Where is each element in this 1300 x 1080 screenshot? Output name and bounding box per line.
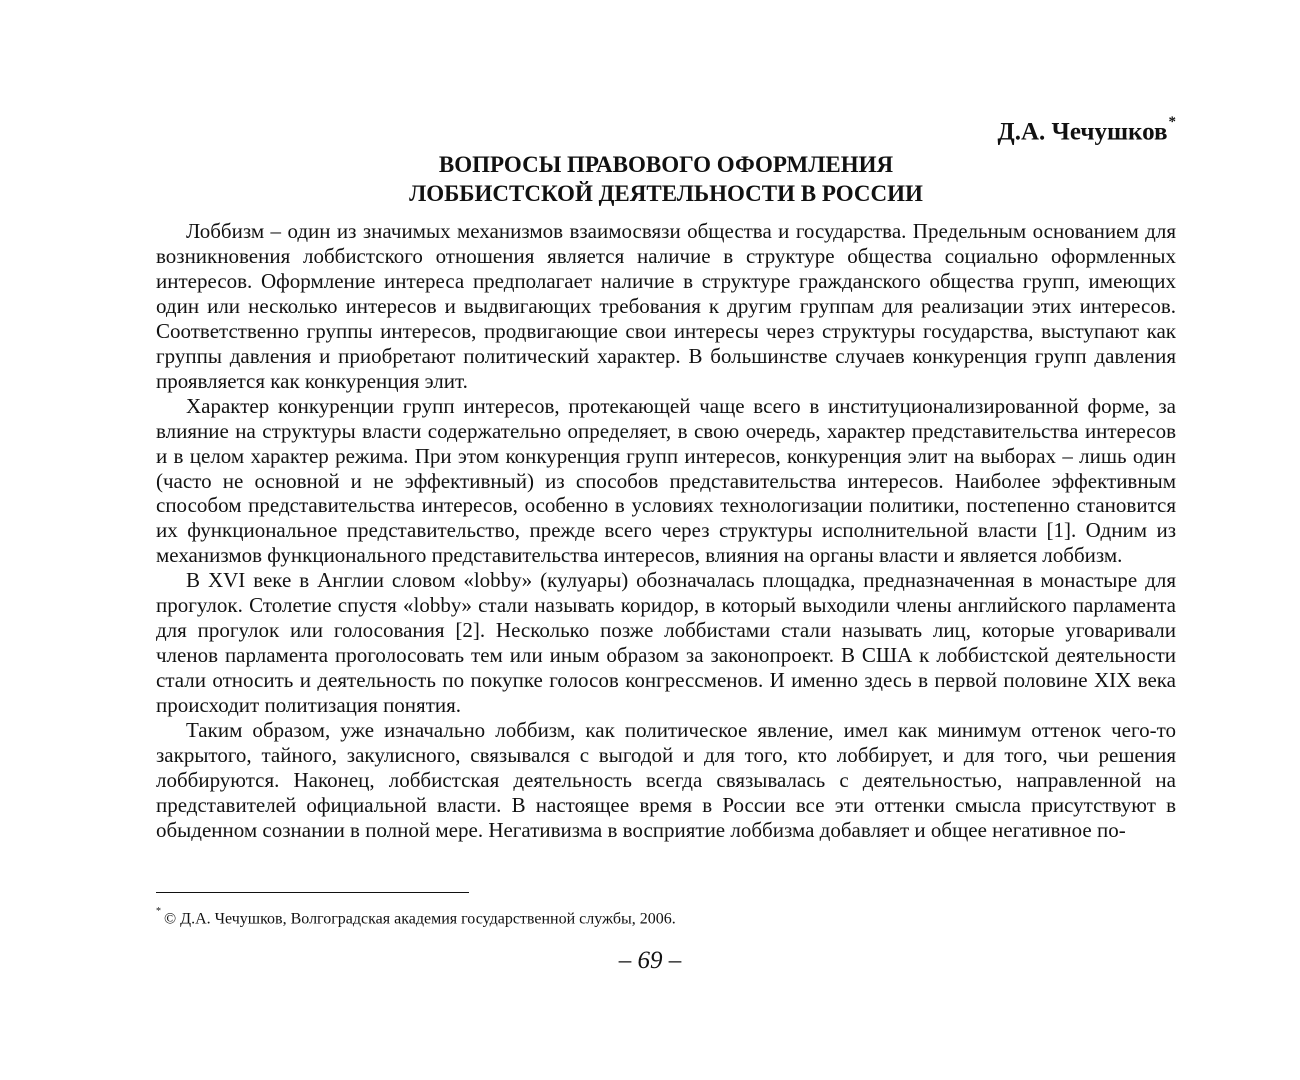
paragraph: Характер конкуренции групп интересов, протекающей чаще всего в институционализированной форме, за влияние на структуры власти содержательно определяет, в свою очередь, характер представительства интересов и в целом характер режима. При этом конкуренция групп интересов, конкуренция элит на выборах – лишь один (часто не основной и не эффективный) из способов представительства интересов. Наиболее эффективным способом представительства интересов, особенно в условиях технологизации политики, постепенно становится их функциональное представительство, прежде всего через структуры исполнительной власти [1]. Одним из механизмов функционального представительства интересов, влияния на органы власти и является лоббизм. — [156, 393, 1176, 568]
footnote-mark: * — [156, 906, 161, 917]
author-name — [700, 108, 1176, 150]
article-title-line-1: ВОПРОСЫ ПРАВОВОГО ОФОРМЛЕНИЯ — [438, 152, 894, 177]
page-number: – 69 – — [618, 947, 682, 974]
article-title — [156, 150, 1176, 208]
footnote-divider — [156, 892, 469, 893]
paragraph: Таким образом, уже изначально лоббизм, как политическое явление, имел как минимум оттенок чего-то закрытого, тайного, закулисного, связывался с выгодой и для того, кто лоббирует, и для того, чьи решения лоббируются. Наконец, лоббистская деятельность всегда связывалась с деятельностью, направленной на представителей официальной власти. В настоящее время в России все эти оттенки смысла присутствуют в обыденном сознании в полной мере. Негативизма в восприятие лоббизма добавляет и общее негативное по- — [156, 718, 1176, 842]
footnote-text: © Д.А. Чечушков, Волгоградская академия государственной службы, 2006. — [164, 910, 676, 928]
author-footnote-mark: * — [1168, 114, 1176, 130]
paragraph: Лоббизм – один из значимых механизмов взаимосвязи общества и государства. Предельным основанием для возникновения лоббистского отношения является наличие в структуре общества социально оформленных интересов. Оформление интереса предполагает наличие в структуре гражданского общества групп, имеющих один или несколько интересов и выдвигающих требования к другим группам для реализации этих интересов. Соответственно группы интересов, продвигающие свои интересы через структуры государства, выступают как группы давления и приобретают политический характер. В большинстве случаев конкуренция групп давления проявляется как конкуренция элит. — [156, 219, 1176, 393]
paragraph: В XVI веке в Англии словом «lobby» (кулуары) обозначалась площадка, предназначенная в монастыре для прогулок. Столетие спустя «lobby» стали называть коридор, в который выходили члены английского парламента для прогулок или голосования [2]. Несколько позже лоббистами стали называть лиц, которые уговаривали членов парламента проголосовать тем или иным образом за законопроект. В США к лоббистской деятельности стали относить и деятельность по покупке голосов конгрессменов. И именно здесь в первой половине XIX века происходит политизация понятия. — [156, 568, 1176, 718]
article-body — [156, 219, 1176, 843]
author-name-text: Д.А. Чечушков — [997, 118, 1168, 146]
article-title-line-2: ЛОББИСТСКОЙ ДЕЯТЕЛЬНОСТИ В РОССИИ — [409, 181, 923, 206]
footnote — [156, 904, 1176, 930]
